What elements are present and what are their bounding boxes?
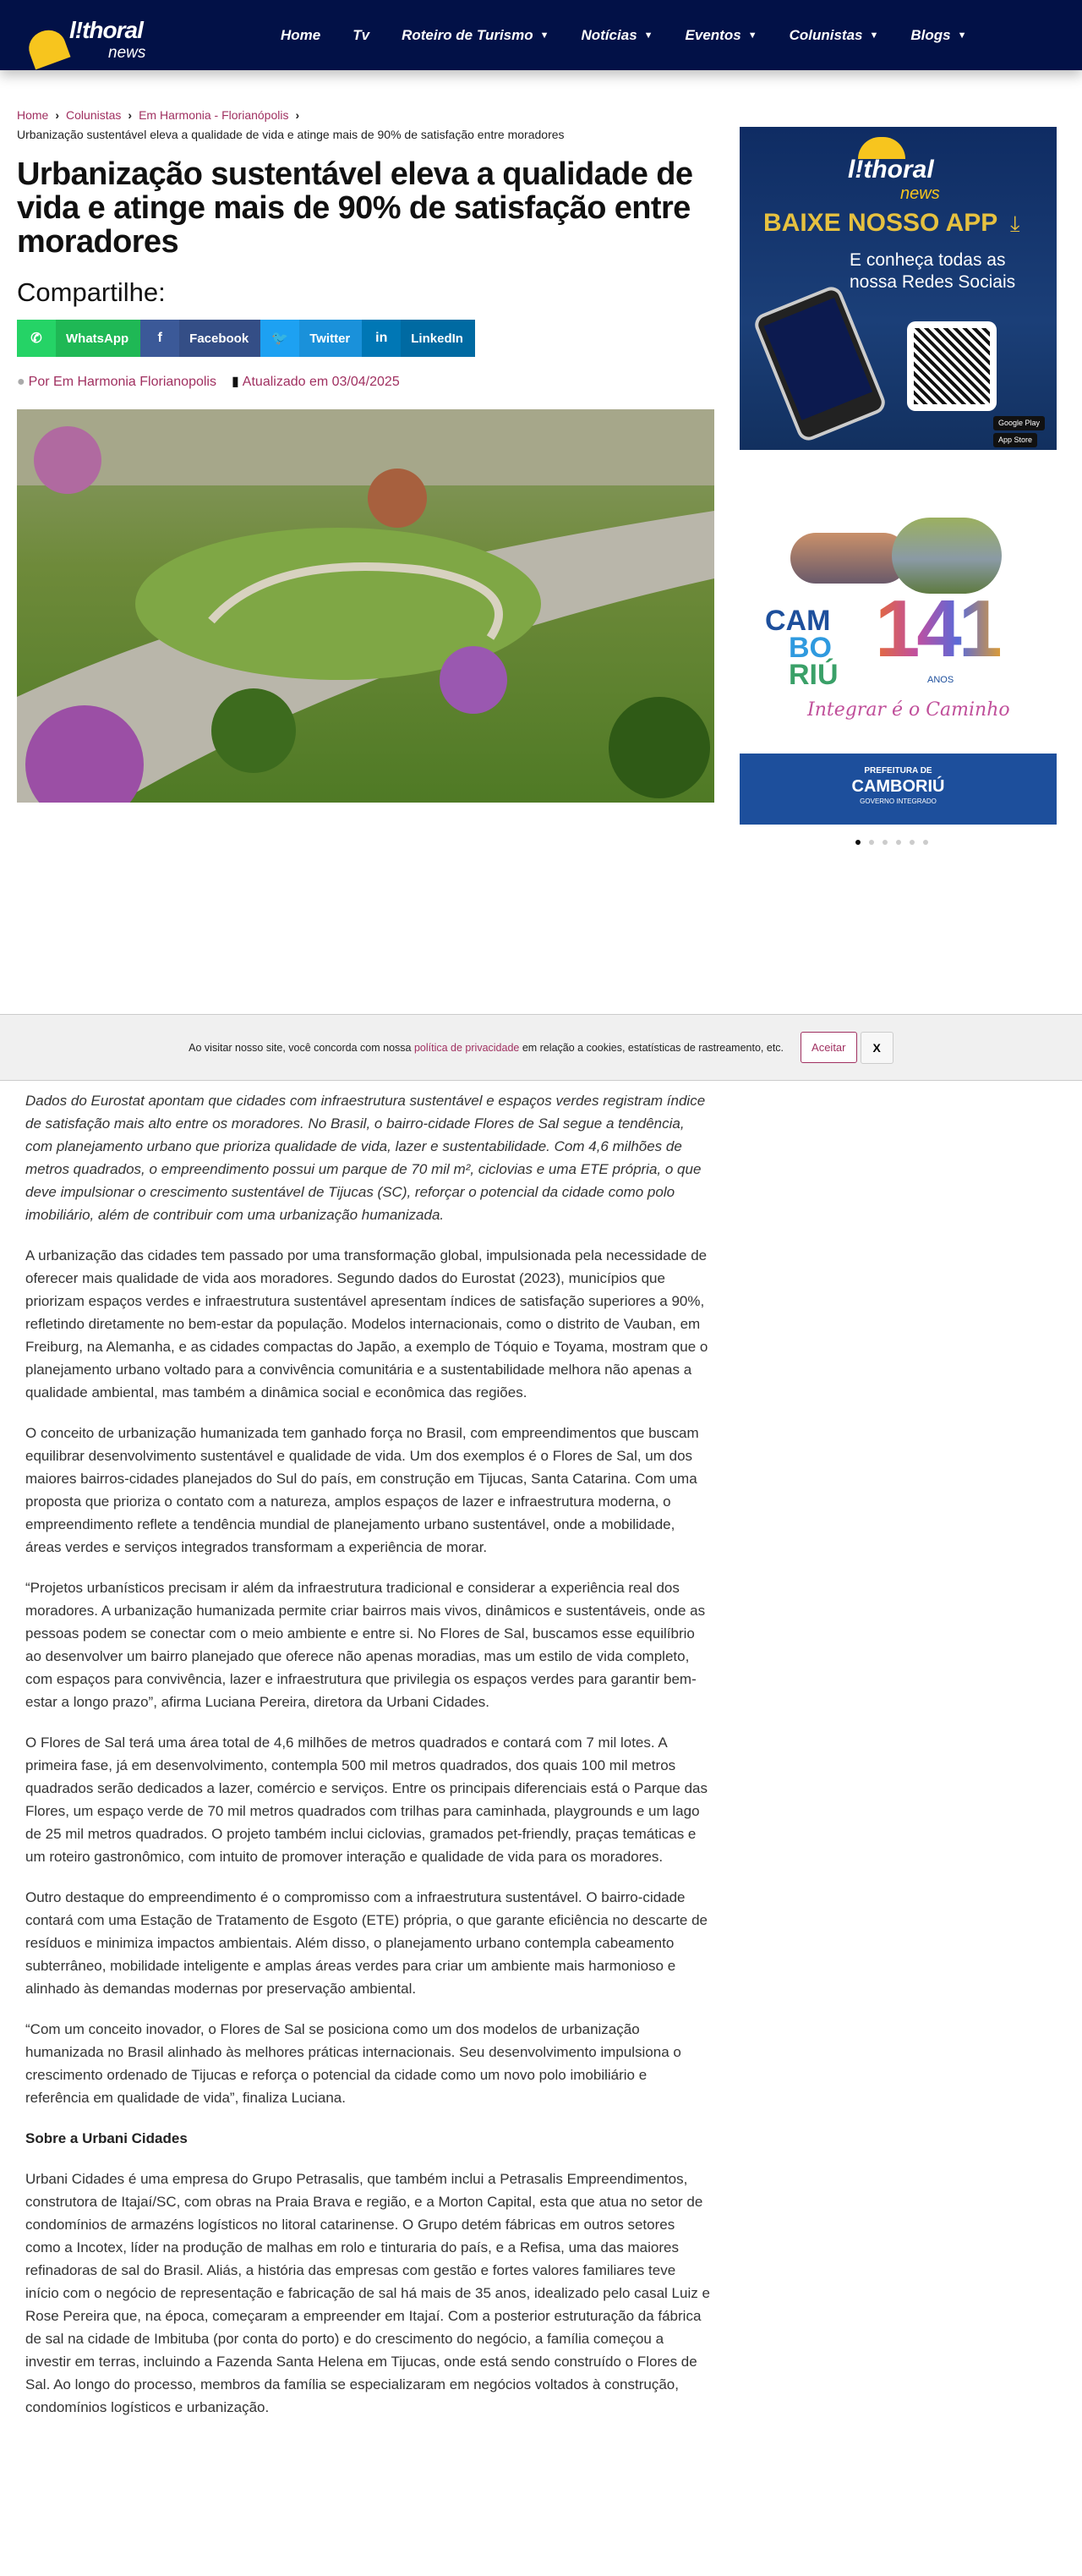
cookie-banner bbox=[0, 1014, 1082, 1081]
article-paragraph: “Projetos urbanísticos precisam ir além da infraestrutura tradicional e considerar a experiência real dos moradores. A urbanização humanizada permite criar bairros mais vivos, dinâmicos e sustentáveis, onde as pessoas podem se conectar com o meio ambiente e entre si. No Flores de Sal, buscamos esse equilíbrio ao desenvolver um bairro planejado que oferece não apenas moradias, mas um estilo de vida completo, com espaços para convivência, lazer e infraestrutura que privilegia os espaços verdes para garantir bem-estar a longo prazo”, afirma Luciana Pereira, diretora da Urbani Cidades. bbox=[25, 1580, 706, 1710]
nav-item-label: Roteiro de Turismo bbox=[402, 26, 533, 43]
city-photo bbox=[790, 533, 909, 584]
carousel-dot[interactable] bbox=[896, 840, 901, 845]
chevron-right-icon: › bbox=[295, 108, 300, 122]
page-title: Urbanização sustentável eleva a qualidade de vida e atinge mais de 90% de satisfação entre moradores bbox=[17, 156, 693, 260]
share-buttons bbox=[17, 320, 719, 357]
pref-line-3: GOVERNO INTEGRADO bbox=[860, 797, 937, 805]
linkedin-icon: in bbox=[362, 320, 401, 357]
whatsapp-icon: ✆ bbox=[17, 320, 56, 357]
share-whatsapp-button[interactable] bbox=[17, 320, 140, 357]
section-paragraph: Urbani Cidades é uma empresa do Grupo Petrasalis, que também inclui a Petrasalis Empreendimentos, construtora de Itajaí/SC, com obras na Praia Brava e região, e a Morton Capital, esta que atua no setor de condomínios de armazéns logísticos no litoral catarinense. O Grupo detém fábricas em outros setores como a Incotex, líder na produção de malhas em rolo e tinturaria do país, e a Refisa, uma das maiores refinadoras de sal do Brasil. Aliás, a história das empresas com gestão e fortes valores familiares teve início com o negócio de representação e fabricação de sal há mais de 35 anos, idealizado pelo casal Luiz e Rose Pereira que, na época, começaram a empreender em Itajaí. Com a posterior estruturação da fábrica de sal na cidade de Imbituba (por conta do porto) e do crescimento do negócio, a família começou a investir em terras, incluindo a Fazenda Santa Helena em Tijucas, onde está sendo construído o Flores de Sal. Ao longo do processo, membros da família se especializaram em negócios voltados à construção, condomínios logísticos e urbanização. bbox=[25, 2171, 710, 2415]
article-body bbox=[25, 1089, 710, 2436]
camboriu-ad[interactable] bbox=[740, 507, 1057, 825]
cookie-text: Ao visitar nosso site, você concorda com nossa bbox=[189, 1041, 412, 1054]
ad-word-1: CAM bbox=[765, 605, 831, 637]
chevron-right-icon: › bbox=[55, 108, 60, 122]
ad-word-3: RIÚ bbox=[789, 659, 839, 691]
article-paragraph: O Flores de Sal terá uma área total de 4,6 milhões de metros quadrados e contará com 7 mil lotes. A primeira fase, já em desenvolvimento, contempla 500 mil metros quadrados, dos quais 100 mil metros quadrados serão dedicados a lazer, comércio e serviços. Entre os principais diferenciais está o Parque das Flores, um espaço verde de 70 mil metros quadrados com trilhas para caminhada, playgrounds e um lago de 25 mil metros quadrados. O projeto também inclui ciclovias, gramados pet-friendly, praças temáticas e um roteiro gastronômico, com intuito de promover interação e qualidade de vida para os moradores. bbox=[25, 1735, 708, 1865]
share-label: LinkedIn bbox=[401, 320, 475, 357]
ad-subtext-1: E conheça todas as bbox=[850, 250, 1006, 270]
nav-item-blogs[interactable] bbox=[910, 27, 966, 44]
breadcrumb-link[interactable]: Home bbox=[17, 108, 49, 122]
share-label: Twitter bbox=[299, 320, 362, 357]
ad-logo-text: l!thoral bbox=[848, 156, 934, 184]
author[interactable] bbox=[17, 374, 216, 391]
ad-word-2: BO bbox=[789, 632, 832, 664]
nav-item-label: Home bbox=[281, 26, 321, 43]
close-cookie-button[interactable]: X bbox=[861, 1032, 893, 1064]
facebook-icon: f bbox=[140, 320, 179, 357]
share-heading: Compartilhe: bbox=[17, 277, 166, 307]
share-facebook-button[interactable] bbox=[140, 320, 260, 357]
caret-down-icon: ▼ bbox=[643, 30, 653, 41]
qr-code bbox=[907, 321, 997, 411]
ad-subtext-2: nossa Redes Sociais bbox=[850, 272, 1016, 292]
nav-item-label: Blogs bbox=[910, 26, 951, 43]
main-menu bbox=[281, 0, 999, 70]
post-meta bbox=[17, 374, 719, 391]
google-play-badge[interactable]: Google Play bbox=[993, 416, 1045, 430]
carousel-dot[interactable] bbox=[923, 840, 928, 845]
article-paragraph: O conceito de urbanização humanizada tem ganhado força no Brasil, com empreendimentos que buscam equilibrar desenvolvimento sustentável e qualidade de vida. Um dos exemplos é o Flores de Sal, um dos maiores bairros-cidades planejados do Sul do país, em construção em Tijucas, Santa Catarina. Com uma proposta que prioriza o contato com a natureza, amplos espaços de lazer e infraestrutura moderna, o empreendimento reflete a tendência mundial de planejamento urbano sustentável, onde a mobilidade, áreas verdes e serviços integrados transformam a experiência de morar. bbox=[25, 1425, 699, 1555]
nav-item-label: Eventos bbox=[685, 26, 741, 43]
caret-down-icon: ▼ bbox=[747, 30, 757, 41]
breadcrumb-link[interactable]: Colunistas bbox=[66, 108, 122, 122]
nav-item-label: Colunistas bbox=[789, 26, 863, 43]
nav-item-colunistas[interactable] bbox=[790, 27, 879, 44]
nav-item-home[interactable] bbox=[281, 27, 320, 44]
carousel-dot[interactable] bbox=[869, 840, 874, 845]
article-lead: Dados do Eurostat apontam que cidades com infraestrutura sustentável e espaços verdes registram índice de satisfação mais alto entre os moradores. No Brasil, o bairro-cidade Flores de Sal segue a tendência, com planejamento urbano que prioriza qualidade de vida, lazer e sustentabilidade. Com 4,6 milhões de metros quadrados, o empreendimento possui um parque de 70 mil m², ciclovias e uma ETE própria, o que deve impulsionar o crescimento sustentável de Tijucas (SC), reforçar o potencial da cidade como polo imobiliário, além de contribuir com uma urbanização humanizada. bbox=[25, 1093, 706, 1223]
author-name: Por Em Harmonia Florianopolis bbox=[28, 375, 216, 389]
pref-line-1: PREFEITURA DE bbox=[864, 766, 932, 776]
carousel-dot[interactable] bbox=[855, 840, 861, 845]
carousel-dots bbox=[855, 840, 928, 845]
breadcrumb-link[interactable]: Em Harmonia - Florianópolis bbox=[139, 108, 289, 122]
logo-subtext: news bbox=[108, 44, 146, 62]
share-label: WhatsApp bbox=[56, 320, 140, 357]
logo-text: l!thoral bbox=[69, 17, 143, 43]
accept-cookies-button[interactable]: Aceitar bbox=[801, 1032, 856, 1063]
calendar-icon: ▮ bbox=[231, 375, 239, 389]
updated-date bbox=[232, 374, 400, 391]
nav-item-notícias[interactable] bbox=[582, 27, 653, 44]
article-header bbox=[17, 157, 719, 803]
nav-item-roteiro-de-turismo[interactable] bbox=[402, 27, 549, 44]
pref-line-2: CAMBORIÚ bbox=[851, 777, 945, 796]
lake-photo bbox=[892, 518, 1002, 594]
section-heading: Sobre a Urbani Cidades bbox=[25, 2130, 188, 2146]
carousel-dot[interactable] bbox=[910, 840, 915, 845]
article-paragraph: A urbanização das cidades tem passado por uma transformação global, impulsionada pela necessidade de oferecer mais qualidade de vida aos moradores. Segundo dados do Eurostat (2023), municípios que priorizam espaços verdes e infraestrutura sustentável apresentam índices de satisfação superiores a 90%, refletindo diretamente no bem-estar da população. Modelos internacionais, como o distrito de Vauban, em Freiburg, na Alemanha, e as cidades compactas do Japão, a exemplo de Tóquio e Toyama, mostram que o planejamento urbano voltado para a convivência comunitária e a sustentabilidade melhora não apenas a qualidade ambiental, mas também a dinâmica social e econômica das regiões. bbox=[25, 1247, 708, 1400]
article-paragraph: Outro destaque do empreendimento é o compromisso com a infraestrutura sustentável. O bairro-cidade contará com uma Estação de Tratamento de Esgoto (ETE) própria, o que garante eficiência no descarte de resíduos e minimiza impactos ambientais. Além disso, o planejamento urbano contempla cabeamento subterrâneo, mobilidade inteligente e amplas áreas verdes para criar um ambiente mais harmonioso e alinhado às demandas modernas por preservação ambiental. bbox=[25, 1889, 708, 1997]
breadcrumb-current: Urbanização sustentável eleva a qualidade de vida e atinge mais de 90% de satisfação entre moradores bbox=[17, 128, 565, 141]
phone-image bbox=[751, 283, 888, 444]
share-label: Facebook bbox=[179, 320, 260, 357]
privacy-policy-link[interactable]: política de privacidade bbox=[413, 1041, 520, 1054]
caret-down-icon: ▼ bbox=[869, 30, 879, 41]
site-logo[interactable] bbox=[25, 19, 161, 66]
nav-item-eventos[interactable] bbox=[686, 27, 757, 44]
breadcrumb bbox=[17, 108, 299, 122]
prefeitura-banner bbox=[740, 754, 1057, 825]
carousel-dot[interactable] bbox=[883, 840, 888, 845]
cookie-text-end: em relação a cookies, estatísticas de rastreamento, etc. bbox=[522, 1041, 784, 1054]
anniversary-number: 141 bbox=[875, 584, 1001, 674]
updated-text: Atualizado em 03/04/2025 bbox=[242, 375, 400, 389]
nav-item-label: Notícias bbox=[581, 26, 637, 43]
share-linkedin-button[interactable] bbox=[362, 320, 475, 357]
user-icon: ● bbox=[17, 375, 25, 389]
caret-down-icon: ▼ bbox=[957, 30, 967, 41]
chevron-right-icon: › bbox=[128, 108, 133, 122]
nav-item-label: Tv bbox=[352, 26, 370, 43]
top-navigation bbox=[0, 0, 1082, 70]
twitter-icon: 🐦 bbox=[260, 320, 299, 357]
ad-slogan: Integrar é o Caminho bbox=[807, 699, 1010, 721]
anos-label: ANOS bbox=[927, 675, 954, 685]
share-twitter-button[interactable] bbox=[260, 320, 362, 357]
ad-logo-subtext: news bbox=[900, 184, 940, 203]
caret-down-icon: ▼ bbox=[539, 30, 549, 41]
app-download-ad[interactable] bbox=[740, 127, 1057, 450]
nav-item-tv[interactable] bbox=[352, 27, 369, 44]
app-store-badge[interactable]: App Store bbox=[993, 433, 1037, 447]
download-icon: ⤓ bbox=[1010, 211, 1020, 236]
ad-headline: BAIXE NOSSO APP bbox=[763, 209, 998, 237]
logo-sun-icon bbox=[24, 25, 70, 70]
hero-image bbox=[17, 409, 714, 803]
article-paragraph: “Com um conceito inovador, o Flores de Sal se posiciona como um dos modelos de urbanização humanizada no Brasil alinhado às melhores práticas internacionais. Seu desenvolvimento impulsiona o crescimento ordenado de Tijucas e reforça o potencial da cidade como um novo polo imobiliário e referência em qualidade de vida”, finaliza Luciana. bbox=[25, 2021, 681, 2106]
